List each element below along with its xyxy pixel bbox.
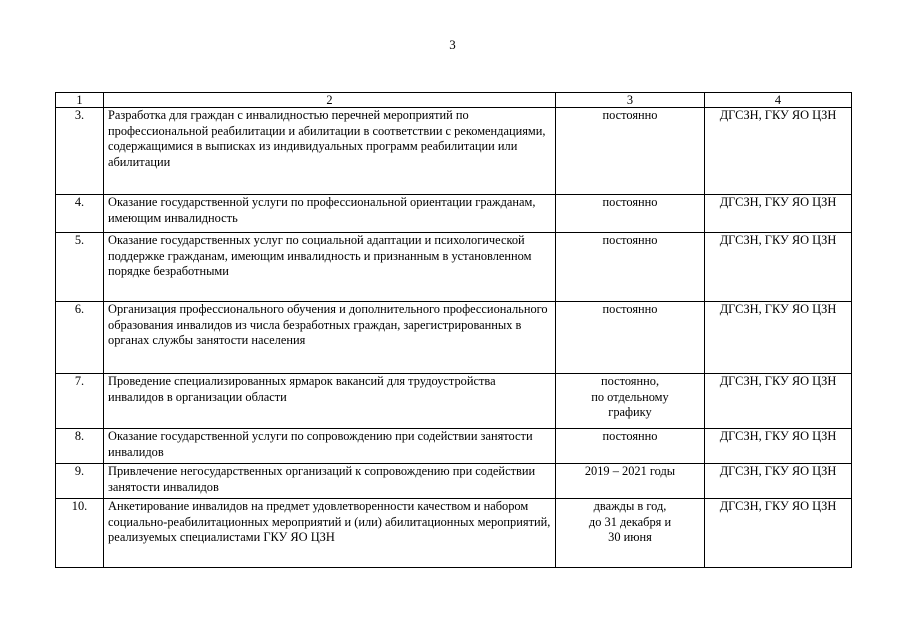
measure-description: Оказание государственной услуги по сопровождению при содействии занятости инвалидов: [104, 429, 556, 464]
table-row: [56, 108, 852, 195]
row-number: 10.: [56, 499, 104, 568]
column-number-2: 2: [104, 93, 556, 108]
measure-executor: ДГСЗН, ГКУ ЯО ЦЗН: [705, 108, 852, 195]
measure-executor: ДГСЗН, ГКУ ЯО ЦЗН: [705, 302, 852, 374]
measure-term: постоянно: [556, 195, 705, 233]
measure-executor: ДГСЗН, ГКУ ЯО ЦЗН: [705, 195, 852, 233]
measure-description: Привлечение негосударственных организаций к сопровождению при содействии занятости инвалидов: [104, 464, 556, 499]
measure-description: Организация профессионального обучения и дополнительного профессионального образования инвалидов из числа безработных граждан, зарегистрированных в органах службы занятости населения: [104, 302, 556, 374]
measure-description: Оказание государственных услуг по социальной адаптации и психологической поддержке гражданам, имеющим инвалидность и признанным в установленном порядке безработными: [104, 233, 556, 302]
row-number: 4.: [56, 195, 104, 233]
table-row: [56, 302, 852, 374]
measure-executor: ДГСЗН, ГКУ ЯО ЦЗН: [705, 233, 852, 302]
column-number-3: 3: [556, 93, 705, 108]
table-row: [56, 374, 852, 429]
page-number: 3: [449, 37, 456, 52]
column-number-4: 4: [705, 93, 852, 108]
measure-term: постоянно: [556, 429, 705, 464]
measure-description: Проведение специализированных ярмарок вакансий для трудоустройства инвалидов в организации области: [104, 374, 556, 429]
measure-description: Анкетирование инвалидов на предмет удовлетворенности качеством и набором социально-реабилитационных мероприятий и (или) абилитационных мероприятий, реализуемых специалистами ГКУ ЯО ЦЗН: [104, 499, 556, 568]
measure-description: Оказание государственной услуги по профессиональной ориентации гражданам, имеющим инвалидность: [104, 195, 556, 233]
measure-executor: ДГСЗН, ГКУ ЯО ЦЗН: [705, 499, 852, 568]
row-number: 5.: [56, 233, 104, 302]
row-number: 7.: [56, 374, 104, 429]
measure-executor: ДГСЗН, ГКУ ЯО ЦЗН: [705, 429, 852, 464]
column-number-1: 1: [56, 93, 104, 108]
table-row: [56, 464, 852, 499]
measure-term: дважды в год, до 31 декабря и 30 июня: [556, 499, 705, 568]
measures-table: [55, 92, 852, 568]
row-number: 3.: [56, 108, 104, 195]
measure-term: 2019 – 2021 годы: [556, 464, 705, 499]
column-number-row: [56, 93, 852, 108]
table-row: [56, 499, 852, 568]
row-number: 8.: [56, 429, 104, 464]
measure-term: постоянно: [556, 302, 705, 374]
measure-term: постоянно, по отдельному графику: [556, 374, 705, 429]
table-row: [56, 233, 852, 302]
measure-term: постоянно: [556, 108, 705, 195]
measure-executor: ДГСЗН, ГКУ ЯО ЦЗН: [705, 374, 852, 429]
table-row: [56, 429, 852, 464]
row-number: 9.: [56, 464, 104, 499]
measure-executor: ДГСЗН, ГКУ ЯО ЦЗН: [705, 464, 852, 499]
table-row: [56, 195, 852, 233]
measure-term: постоянно: [556, 233, 705, 302]
measure-description: Разработка для граждан с инвалидностью перечней мероприятий по профессиональной реабилитации и абилитации в соответствии с рекомендациями, содержащимися в выписках из индивидуальных программ реабилитации или абилитации: [104, 108, 556, 195]
row-number: 6.: [56, 302, 104, 374]
